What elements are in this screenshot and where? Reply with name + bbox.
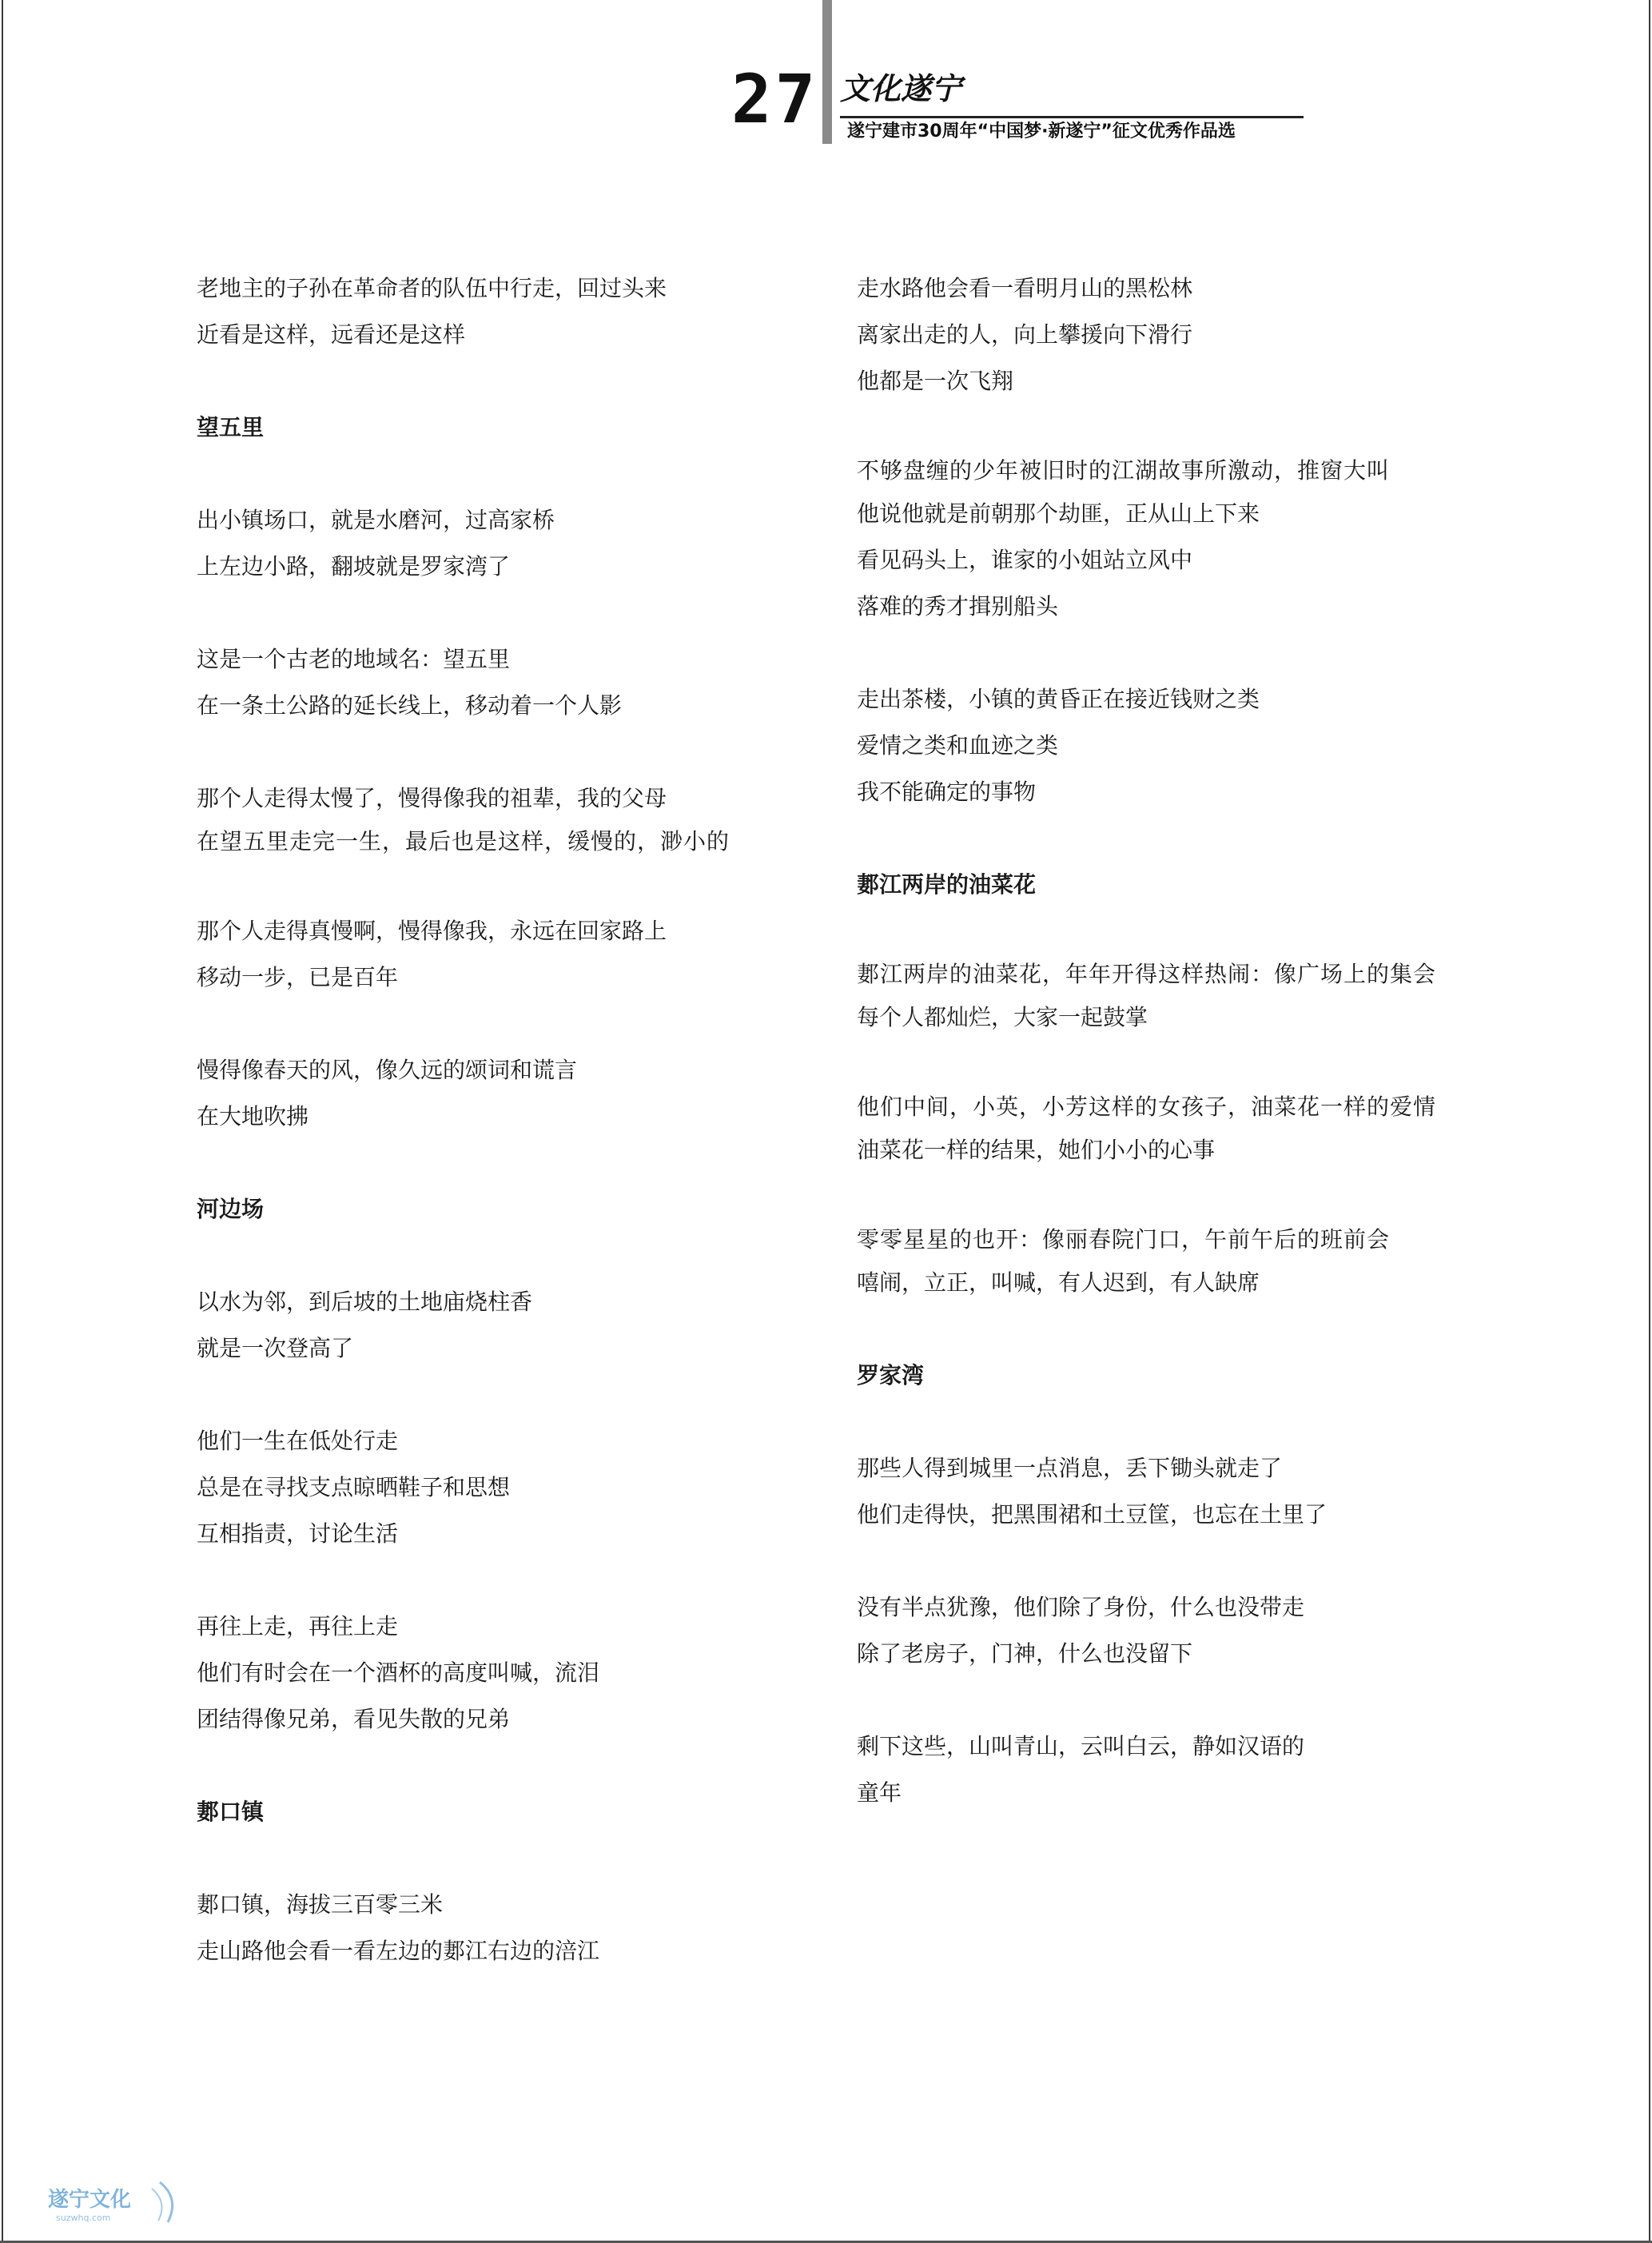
poem-line: 以水为邻，到后坡的土地庙烧柱香 <box>197 1289 533 1315</box>
poem-line: 团结得像兄弟，看见失散的兄弟 <box>197 1706 511 1732</box>
stanza-gap <box>197 1372 796 1418</box>
poem-line: 他们一生在低处行走 <box>197 1428 399 1454</box>
poem-line: 我不能确定的事物 <box>857 779 1037 805</box>
left-column <box>197 265 796 1974</box>
stanza <box>857 1723 1466 1816</box>
stanza-gap <box>197 862 796 908</box>
poem-line: 走出茶楼，小镇的黄昏正在接近钱财之类 <box>857 686 1260 712</box>
poem-line: 那个人走得真慢啊，慢得像我，永远在回家路上 <box>197 918 667 944</box>
poem-line: 油菜花一样的结果，她们小小的心事 <box>857 1137 1216 1163</box>
poem-line: 走山路他会看一看左边的郪江右边的涪江 <box>197 1938 600 1964</box>
page-number: 27 <box>731 60 819 138</box>
stanza <box>197 908 796 1001</box>
poem-line: 爱情之类和血迹之类 <box>857 732 1059 759</box>
poem-heading: 河边场 <box>197 1196 265 1222</box>
section-subtitle: 遂宁建市30周年“中国梦·新遂宁”征文优秀作品选 <box>847 122 1236 141</box>
stanza-gap <box>197 1140 796 1186</box>
stanza-gap <box>197 1001 796 1047</box>
poem-line: 在大地吹拂 <box>197 1103 309 1129</box>
poem-line: 走水路他会看一看明月山的黑松林 <box>857 275 1193 301</box>
stanza-gap <box>857 815 1466 862</box>
stanza <box>197 775 796 862</box>
section-title: 文化遂宁 <box>840 71 962 106</box>
stanza <box>197 1604 796 1743</box>
poem-line: 剩下这些，山叫青山，云叫白云，静如汉语的 <box>857 1733 1305 1759</box>
poem-line: 这是一个古老的地域名：望五里 <box>197 646 511 672</box>
poem-line: 移动一步，已是百年 <box>197 964 399 990</box>
poem-line: 出小镇场口，就是水磨河，过高家桥 <box>197 507 555 533</box>
poem-line: 互相指责，讨论生活 <box>197 1520 399 1547</box>
poem-line: 除了老房子，门神，什么也没留下 <box>857 1640 1193 1667</box>
stanza <box>197 265 796 358</box>
poem-line: 没有半点犹豫，他们除了身份，什么也没带走 <box>857 1594 1305 1620</box>
stanza <box>857 451 1466 630</box>
poem-line: 那个人走得太慢了，慢得像我的祖辈，我的父母 <box>197 785 667 811</box>
poem-line: 郪江两岸的油菜花，年年开得这样热闹：像广场上的集会 <box>857 961 1437 987</box>
stanza <box>857 1445 1466 1538</box>
stanza-gap <box>857 1173 1466 1220</box>
stanza-gap <box>857 908 1466 954</box>
poem-line: 就是一次登高了 <box>197 1335 354 1361</box>
poem-line: 总是在寻找支点晾晒鞋子和思想 <box>197 1474 511 1500</box>
stanza <box>857 954 1466 1041</box>
stanza-gap <box>857 1677 1466 1723</box>
footer-logo-url: suzwhq.com <box>56 2213 111 2223</box>
stanza <box>857 1087 1466 1173</box>
poem-line: 慢得像春天的风，像久远的颂词和谎言 <box>197 1057 578 1083</box>
poem-line: 每个人都灿烂，大家一起鼓掌 <box>857 1004 1148 1030</box>
stanza-gap <box>857 1306 1466 1353</box>
stanza <box>857 676 1466 815</box>
poem-line: 近看是这样，远看还是这样 <box>197 321 466 348</box>
poem-heading: 罗家湾 <box>857 1362 925 1388</box>
poem-line: 在望五里走完一生，最后也是这样，缓慢的，渺小的 <box>197 828 730 855</box>
stanza-gap <box>197 358 796 404</box>
header-divider <box>822 0 832 144</box>
poem-line: 郪口镇，海拔三百零三米 <box>197 1891 444 1918</box>
footer-logo <box>16 2174 192 2230</box>
poem-line: 离家出走的人，向上攀援向下滑行 <box>857 321 1193 348</box>
poem-heading: 望五里 <box>197 414 265 440</box>
stanza-gap <box>857 1041 1466 1087</box>
stanza-gap <box>197 729 796 775</box>
stanza-gap <box>197 1557 796 1604</box>
poem-line: 嘻闹，立正，叫喊，有人迟到，有人缺席 <box>857 1269 1260 1296</box>
stanza-gap <box>857 1538 1466 1584</box>
stanza-gap <box>197 590 796 636</box>
poem-line: 看见码头上，谁家的小姐站立风中 <box>857 547 1193 573</box>
stanza <box>197 1882 796 1974</box>
stanza <box>857 1584 1466 1677</box>
poem-heading: 郪江两岸的油菜花 <box>857 871 1037 898</box>
poem-line: 不够盘缠的少年被旧时的江湖故事所激动，推窗大叫 <box>857 457 1391 484</box>
page-frame-left <box>2 0 3 2243</box>
right-column <box>857 265 1466 1816</box>
poem-line: 上左边小路，翻坡就是罗家湾了 <box>197 553 511 580</box>
stanza-gap <box>857 404 1466 451</box>
poem-line: 他说他就是前朝那个劫匪，正从山上下来 <box>857 500 1260 527</box>
stanza-gap <box>197 1233 796 1279</box>
poem-line: 童年 <box>857 1779 902 1806</box>
poem-heading: 郪口镇 <box>197 1799 265 1825</box>
poem-line: 他们有时会在一个酒杯的高度叫喊，流泪 <box>197 1659 600 1686</box>
stanza <box>197 1279 796 1372</box>
stanza <box>197 497 796 590</box>
poem-line: 再往上走，再往上走 <box>197 1613 399 1639</box>
poem-line: 那些人得到城里一点消息，丢下锄头就走了 <box>857 1455 1283 1481</box>
stanza <box>197 1418 796 1557</box>
stanza <box>197 636 796 729</box>
stanza-gap <box>197 1743 796 1789</box>
page-frame-right <box>1649 0 1650 2243</box>
footer-logo-text: 遂宁文化 <box>48 2188 132 2212</box>
poem-line: 在一条土公路的延长线上，移动着一个人影 <box>197 692 623 719</box>
poem-line: 他们走得快，把黑围裙和土豆筐，也忘在土里了 <box>857 1501 1328 1528</box>
stanza-gap <box>197 1835 796 1882</box>
poem-line: 他们中间，小英，小芳这样的女孩子，油菜花一样的爱情 <box>857 1094 1437 1120</box>
poem-line: 他都是一次飞翔 <box>857 368 1014 394</box>
stanza-gap <box>857 1399 1466 1445</box>
stanza <box>857 265 1466 404</box>
stanza-gap <box>857 630 1466 676</box>
poem-line: 零零星星的也开：像丽春院门口，午前午后的班前会 <box>857 1226 1391 1253</box>
stanza <box>857 1220 1466 1306</box>
poem-line: 落难的秀才揖别船头 <box>857 593 1059 620</box>
stanza-gap <box>197 451 796 497</box>
section-rule <box>840 116 1304 118</box>
stanza <box>197 1047 796 1140</box>
poem-line: 老地主的子孙在革命者的队伍中行走，回过头来 <box>197 275 667 301</box>
